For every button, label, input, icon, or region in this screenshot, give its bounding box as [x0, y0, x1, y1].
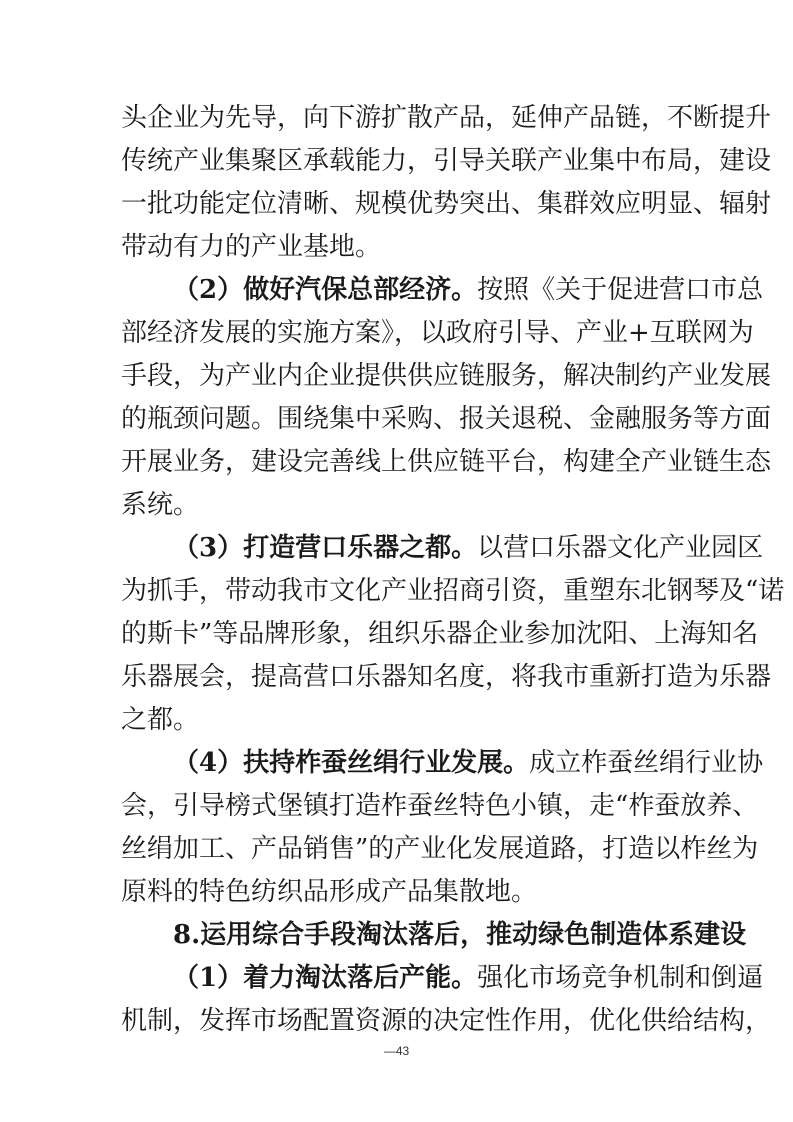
- subsection-heading: （1）着力淘汰落后产能。: [173, 963, 478, 993]
- paragraph-line: 的瓶颈问题。围绕集中采购、报关退税、金融服务等方面: [121, 404, 772, 434]
- paragraph-text: 以营口乐器文化产业园区: [477, 533, 764, 563]
- paragraph-line: 系统。: [121, 490, 200, 520]
- paragraph-line: 之都。: [121, 705, 200, 735]
- paragraph-line: 原料的特色纺织品形成产品集散地。: [121, 877, 538, 907]
- paragraph-line: 乐器展会，提高营口乐器知名度，将我市重新打造为乐器: [121, 662, 772, 692]
- paragraph-first-line: [173, 958, 764, 998]
- paragraph-line: 丝绢加工、产品销售”的产业化发展道路，打造以柞丝为: [121, 834, 759, 864]
- paragraph-first-line: [173, 528, 764, 568]
- paragraph-line: 手段，为产业内企业提供供应链服务，解决制约产业发展: [121, 361, 772, 391]
- paragraph-line: 机制，发挥市场配置资源的决定性作用，优化供给结构，: [121, 1006, 772, 1036]
- paragraph-line: 开展业务，建设完善线上供应链平台，构建全产业链生态: [121, 447, 772, 477]
- paragraph-line: 带动有力的产业基地。: [121, 232, 382, 262]
- paragraph-first-line: [173, 743, 764, 783]
- paragraph-line: 传统产业集聚区承载能力，引导关联产业集中布局，建设: [121, 146, 772, 176]
- subsection-heading: （4）扶持柞蚕丝绢行业发展。: [173, 748, 530, 778]
- paragraph-line: 部经济发展的实施方案》，以政府引导、产业+互联网为: [121, 318, 754, 348]
- subsection-heading: （2）做好汽保总部经济。: [173, 275, 478, 305]
- paragraph-line: 的斯卡”等品牌形象，组织乐器企业参加沈阳、上海知名: [121, 619, 759, 649]
- paragraph-text: 成立柞蚕丝绢行业协: [529, 748, 764, 778]
- paragraph-first-line: [173, 270, 764, 310]
- paragraph-text: 强化市场竞争机制和倒逼: [477, 963, 764, 993]
- paragraph-line: 一批功能定位清晰、规模优势突出、集群效应明显、辐射: [121, 189, 772, 219]
- section-title: 8.运用综合手段淘汰落后，推动绿色制造体系建设: [173, 920, 747, 950]
- paragraph-text: 按照《关于促进营口市总: [477, 275, 764, 305]
- paragraph-line: 头企业为先导，向下游扩散产品，延伸产品链，不断提升: [121, 103, 772, 133]
- page-number: —43: [383, 1044, 410, 1058]
- paragraph-line: 会，引导榜式堡镇打造柞蚕丝特色小镇，走“柞蚕放养、: [121, 791, 759, 821]
- subsection-heading: （3）打造营口乐器之都。: [173, 533, 478, 563]
- paragraph-line: 为抓手，带动我市文化产业招商引资，重塑东北钢琴及“诺: [121, 576, 785, 606]
